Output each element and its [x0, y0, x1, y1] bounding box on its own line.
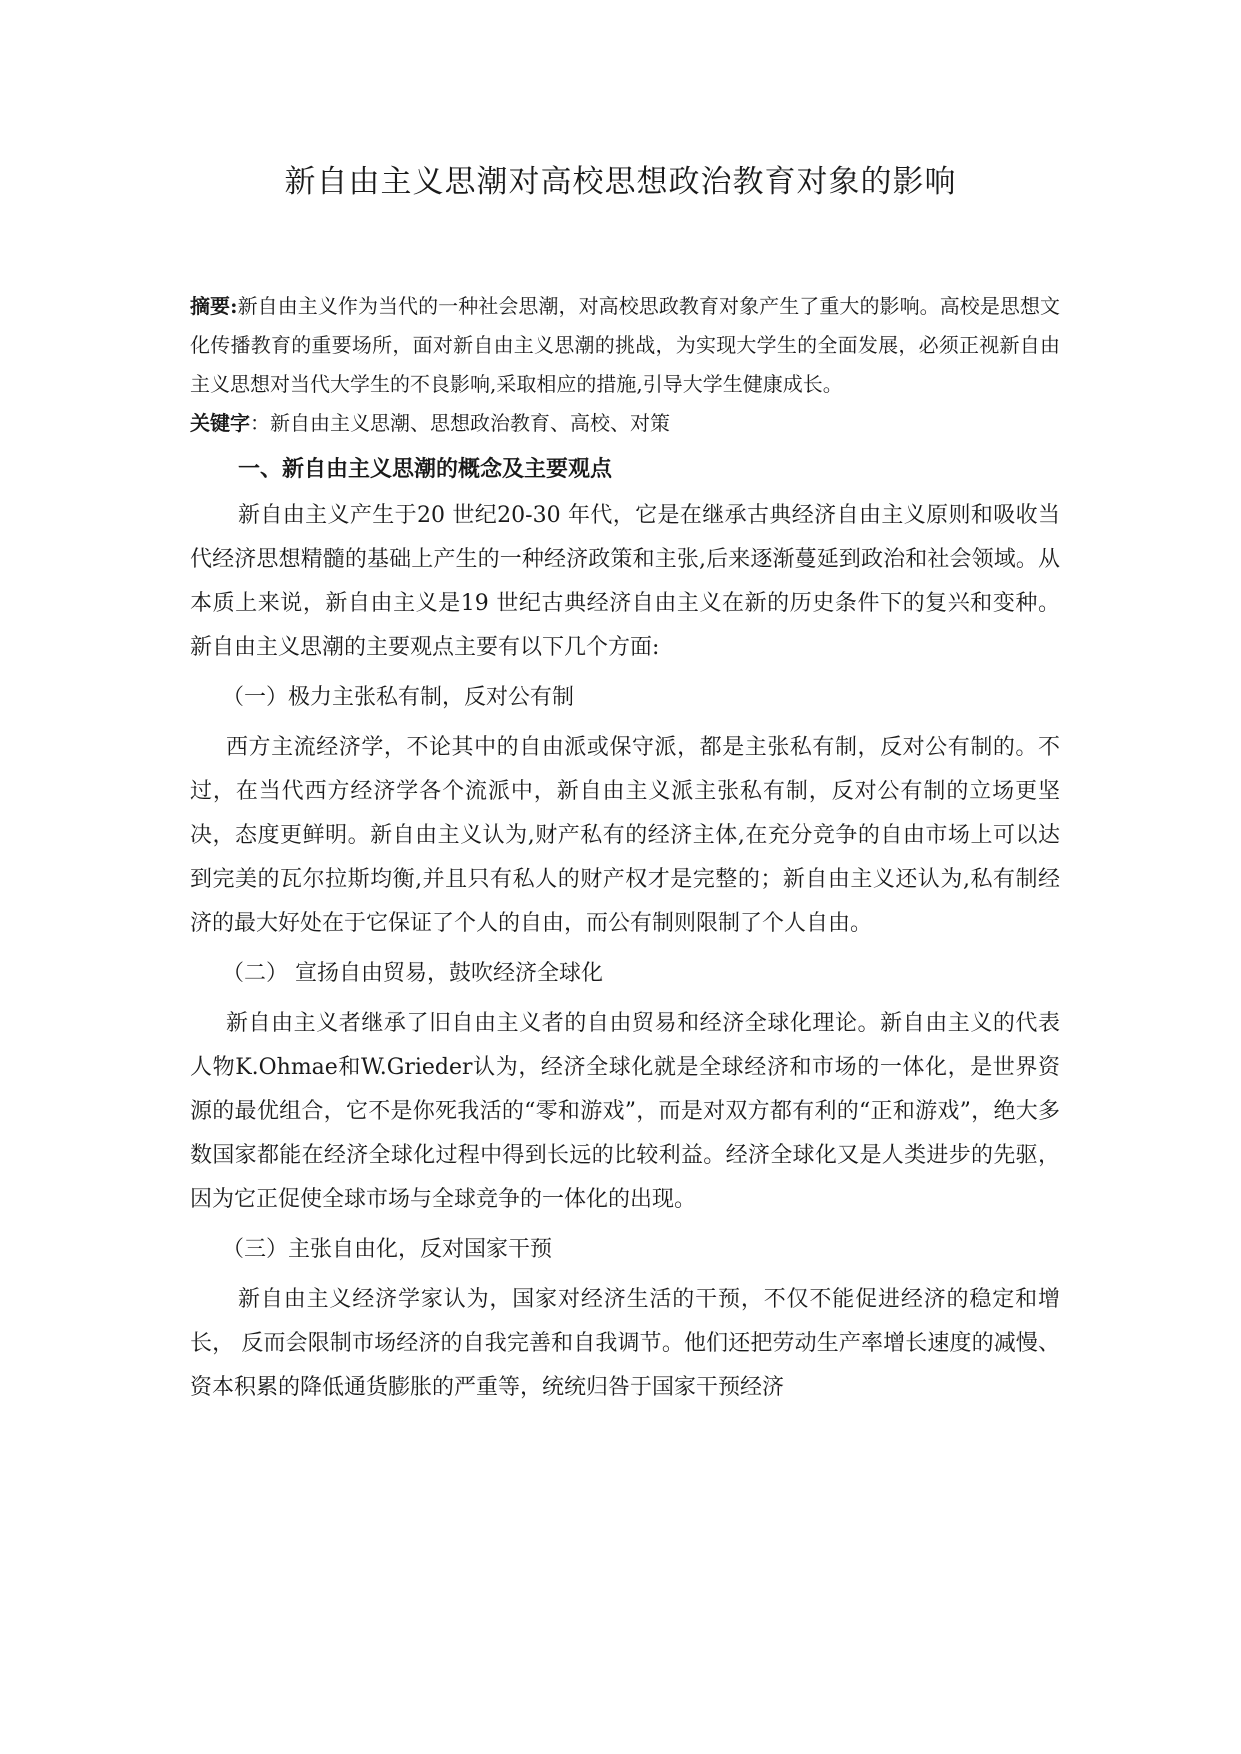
section-heading: 一、新自由主义思潮的概念及主要观点 — [238, 456, 613, 482]
abstract-text: 新自由主义作为当代的一种社会思潮，对高校思政教育对象产生了重大的影响。高校是思想文化传播教育的重要场所，面对新自由主义思潮的挑战，为实现大学生的全面发展，必须正视新自由主义思想对当代大学生的不良影响,采取相应的措施,引导大学生健康成长。 — [190, 294, 1061, 396]
abstract-label: 摘要: — [190, 294, 238, 318]
section-intro-paragraph: 新自由主义产生于20 世纪20-30 年代，它是在继承古典经济自由主义原则和吸收当代经济思想精髓的基础上产生的一种经济政策和主张,后来逐渐蔓延到政治和社会领域。从本质上来说，新自由主义是19 世纪古典经济自由主义在新的历史条件下的复兴和变种。新自由主义思潮的主要观点主要有以下几个方面: — [190, 503, 1060, 660]
keywords-text: ：新自由主义思潮、思想政治教育、高校、对策 — [250, 411, 670, 435]
document-body — [190, 287, 1060, 1410]
document-title: 新自由主义思潮对高校思想政治教育对象的影响 — [284, 164, 957, 200]
keywords-label: 关键字 — [190, 411, 250, 435]
subsection-heading-1: （一）极力主张私有制，反对公有制 — [222, 685, 575, 710]
subsection-paragraph-3: 新自由主义经济学家认为，国家对经济生活的干预，不仅不能促进经济的稳定和增长， 反而会限制市场经济的自我完善和自我调节。他们还把劳动生产率增长速度的减慢、资本积累的降低通货膨胀的严重等，统统归咎于国家干预经济 — [190, 1287, 1060, 1400]
subsection-heading-3: （三）主张自由化，反对国家干预 — [222, 1237, 553, 1262]
abstract-paragraph — [190, 287, 1060, 404]
subsection-heading-2: （二） 宣扬自由贸易，鼓吹经济全球化 — [222, 961, 603, 986]
subsection-paragraph-2: 新自由主义者继承了旧自由主义者的自由贸易和经济全球化理论。新自由主义的代表人物K.Ohmae和W.Grieder认为，经济全球化就是全球经济和市场的一体化，是世界资源的最优组合，它不是你死我活的“零和游戏”，而是对双方都有利的“正和游戏”，绝大多数国家都能在经济全球化过程中得到长远的比较利益。经济全球化又是人类进步的先驱，因为它正促使全球市场与全球竞争的一体化的出现。 — [190, 1011, 1060, 1212]
keywords-paragraph — [190, 404, 1060, 443]
subsection-paragraph-1: 西方主流经济学，不论其中的自由派或保守派，都是主张私有制，反对公有制的。不过，在当代西方经济学各个流派中，新自由主义派主张私有制，反对公有制的立场更坚决，态度更鲜明。新自由主义认为,财产私有的经济主体,在充分竞争的自由市场上可以达到完美的瓦尔拉斯均衡,并且只有私人的财产权才是完整的；新自由主义还认为,私有制经济的最大好处在于它保证了个人的自由，而公有制则限制了个人自由。 — [190, 735, 1060, 936]
